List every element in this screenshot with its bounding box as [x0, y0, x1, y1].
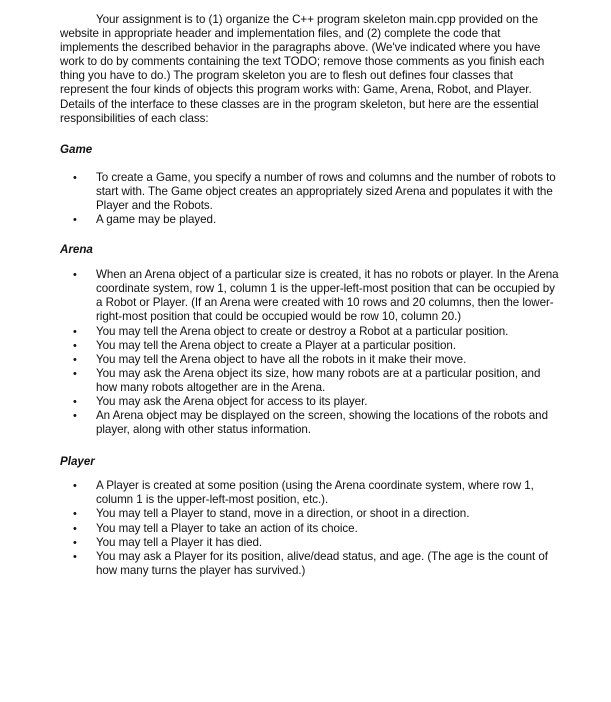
- list-item: [60, 479, 560, 507]
- player-bullet-list: [60, 479, 560, 578]
- list-item-text: When an Arena object of a particular size is created, it has no robots or player. In the Arena coordinate system, row 1, column 1 is the upper-left-most position that can be occupied by a Robot or Player. (If an Arena were created with 10 rows and 20 columns, then the lower-right-most position that could be occupied would be row 10, column 20.): [96, 268, 559, 324]
- game-bullet-list: [60, 171, 560, 227]
- bullet-icon: •: [73, 269, 77, 282]
- bullet-icon: •: [73, 171, 77, 184]
- list-item: [60, 325, 560, 339]
- section-heading-arena: Arena: [60, 243, 93, 257]
- list-item-text: You may ask the Arena object its size, how many robots are at a particular position, and how many robots altogether are in the Arena.: [96, 366, 541, 394]
- bullet-icon: •: [73, 367, 77, 380]
- list-item: [60, 550, 560, 578]
- bullet-icon: •: [73, 508, 77, 521]
- arena-bullet-list: [60, 268, 560, 437]
- section-heading-game: Game: [60, 142, 93, 156]
- list-item-text: You may tell a Player it has died.: [96, 535, 263, 549]
- list-item: [60, 213, 560, 227]
- bullet-icon: •: [73, 522, 77, 535]
- document-page: [60, 13, 560, 578]
- list-item-text: You may tell the Arena object to have all the robots in it make their move.: [96, 352, 467, 366]
- list-item-text: You may tell the Arena object to create or destroy a Robot at a particular position.: [96, 324, 509, 338]
- list-item-text: A Player is created at some position (using the Arena coordinate system, where row 1, column 1 is the upper-left-most position, etc.).: [96, 479, 534, 507]
- list-item: [60, 507, 560, 521]
- bullet-icon: •: [73, 214, 77, 227]
- bullet-icon: •: [73, 480, 77, 493]
- list-item: [60, 268, 560, 324]
- bullet-icon: •: [73, 353, 77, 366]
- list-item: [60, 339, 560, 353]
- list-item: [60, 171, 560, 213]
- bullet-icon: •: [73, 339, 77, 352]
- list-item: [60, 353, 560, 367]
- bullet-icon: •: [73, 325, 77, 338]
- list-item-text: You may ask the Arena object for access to its player.: [96, 394, 368, 408]
- list-item-text: You may tell the Arena object to create a Player at a particular position.: [96, 338, 456, 352]
- section-heading-player: Player: [60, 455, 95, 469]
- list-item-text: You may tell a Player to take an action of its choice.: [96, 521, 358, 535]
- list-item: [60, 536, 560, 550]
- bullet-icon: •: [73, 395, 77, 408]
- list-item: [60, 395, 560, 409]
- list-item: [60, 522, 560, 536]
- list-item-text: You may ask a Player for its position, alive/dead status, and age. (The age is the count of how many turns the player has survived.): [96, 549, 548, 577]
- list-item: [60, 409, 560, 437]
- list-item: [60, 367, 560, 395]
- list-item-text: You may tell a Player to stand, move in a direction, or shoot in a direction.: [96, 507, 470, 521]
- intro-paragraph: Your assignment is to (1) organize the C++ program skeleton main.cpp provided on the website in appropriate header and implementation files, and (2) complete the code that implements the described behavior in the paragraphs above. (We've indicated where you have work to do by comments containing the text TODO; remove those comments as you finish each thing you have to do.) The program skeleton you are to flesh out defines four classes that represent the four kinds of objects this program works with: Game, Arena, Robot, and Player. Details of the interface to these classes are in the program skeleton, but here are the essential responsibilities of each class:: [60, 13, 545, 125]
- list-item-text: To create a Game, you specify a number of rows and columns and the number of robots to start with. The Game object creates an appropriately sized Arena and populates it with the Player and the Robots.: [96, 170, 556, 212]
- bullet-icon: •: [73, 550, 77, 563]
- list-item-text: A game may be played.: [96, 213, 217, 227]
- list-item-text: An Arena object may be displayed on the screen, showing the locations of the robots and player, along with other status information.: [96, 409, 548, 437]
- bullet-icon: •: [73, 536, 77, 549]
- bullet-icon: •: [73, 410, 77, 423]
